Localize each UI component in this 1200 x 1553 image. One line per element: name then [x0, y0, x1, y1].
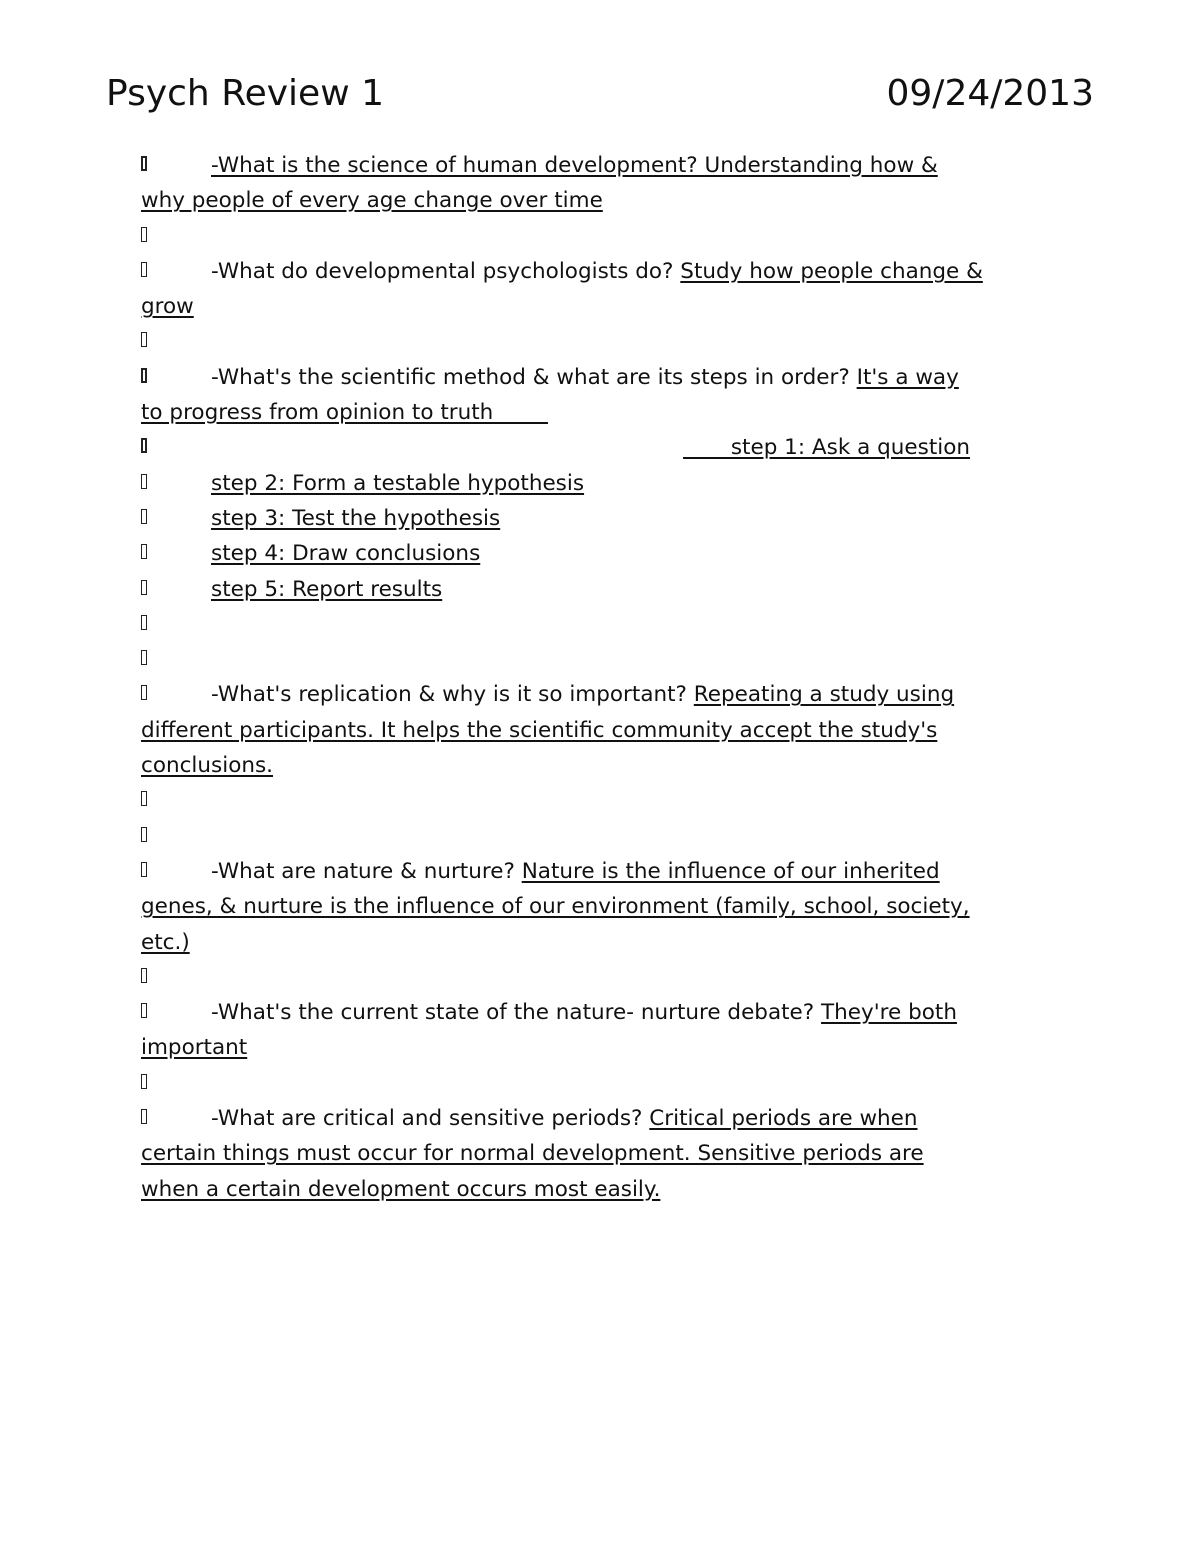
bullet-icon [141, 685, 147, 700]
list-item [141, 1066, 1076, 1101]
list-item [141, 607, 1076, 642]
answer-text: grow [141, 294, 194, 320]
list-item [141, 148, 1076, 183]
step-text: step 1: Ask a question [683, 435, 971, 461]
list-item [141, 324, 1076, 359]
bullet-icon [141, 474, 147, 489]
bullet-icon [141, 791, 147, 806]
answer-text: Study how people change & [680, 258, 983, 284]
list-item [141, 925, 1076, 960]
step-text: step 5: Report results [211, 576, 443, 602]
answer-text: Understanding how & [704, 153, 938, 178]
answer-text: to progress from opinion to truth [141, 400, 548, 426]
answer-text: certain things must occur for normal development. Sensitive periods are [141, 1141, 924, 1167]
list-item [141, 395, 1076, 430]
list-item [141, 819, 1076, 854]
list-item [141, 466, 1076, 501]
list-item [141, 677, 1076, 712]
bullet-icon [141, 580, 147, 595]
document-date: 09/24/2013 [886, 73, 1094, 114]
review-content [141, 148, 1076, 1207]
answer-text: conclusions. [141, 753, 274, 779]
bullet-icon [141, 156, 147, 171]
answer-text: when a certain development occurs most easily. [141, 1176, 661, 1202]
list-item [141, 430, 1076, 465]
step-text: step 3: Test the hypothesis [211, 505, 501, 531]
document-title: Psych Review 1 [106, 73, 384, 114]
bullet-icon [141, 862, 147, 877]
list-item [141, 783, 1076, 818]
list-item [141, 642, 1076, 677]
answer-text: Critical periods are when [649, 1106, 918, 1132]
bullet-icon [141, 827, 147, 842]
bullet-icon [141, 332, 147, 347]
question-text: -What are nature & nurture? [211, 858, 522, 884]
document-header [106, 72, 1094, 120]
list-item [141, 748, 1076, 783]
answer-text: etc.) [141, 929, 190, 955]
answer-text: It's a way [856, 364, 959, 390]
list-item [141, 995, 1076, 1030]
bullet-icon [141, 1109, 147, 1124]
bullet-icon [141, 615, 147, 630]
list-item [141, 360, 1076, 395]
list-item [141, 1172, 1076, 1207]
bullet-icon [141, 968, 147, 983]
bullet-icon [141, 262, 147, 277]
list-item [141, 536, 1076, 571]
question-text: -What do developmental psychologists do? [211, 258, 681, 284]
answer-text: Nature is the influence of our inherited [521, 858, 940, 884]
bullet-icon [141, 509, 147, 524]
list-item [141, 219, 1076, 254]
answer-text: They're both [821, 1000, 957, 1026]
bullet-icon [141, 1074, 147, 1089]
answer-text: Repeating a study using [693, 682, 955, 708]
question-text: -What are critical and sensitive periods? [211, 1106, 650, 1132]
bullet-icon [141, 438, 147, 453]
bullet-icon [141, 1003, 147, 1018]
list-item [141, 854, 1076, 889]
question-text: -What's the scientific method & what are its steps in order? [211, 364, 857, 390]
answer-text: genes, & nurture is the influence of our environment (family, school, society, [141, 894, 970, 920]
list-item [141, 501, 1076, 536]
list-item [141, 1101, 1076, 1136]
list-item [141, 183, 1076, 218]
list-item [141, 1136, 1076, 1171]
answer-text: different participants. It helps the scientific community accept the study's [141, 717, 938, 743]
bullet-icon [141, 368, 147, 383]
question-text: -What is the science of human development? [211, 153, 705, 178]
bullet-icon [141, 650, 147, 665]
question-text: -What's the current state of the nature- nurture debate? [211, 1000, 822, 1026]
list-item [141, 960, 1076, 995]
bullet-icon [141, 227, 147, 242]
answer-text: why people of every age change over time [141, 188, 603, 214]
list-item [141, 289, 1076, 324]
list-item [141, 889, 1076, 924]
step-text: step 2: Form a testable hypothesis [211, 470, 585, 496]
list-item [141, 572, 1076, 607]
step-text: step 4: Draw conclusions [211, 541, 481, 567]
list-item [141, 1030, 1076, 1065]
list-item [141, 254, 1076, 289]
bullet-icon [141, 544, 147, 559]
answer-text: important [141, 1035, 248, 1061]
list-item [141, 713, 1076, 748]
question-text: -What's replication & why is it so important? [211, 682, 694, 708]
